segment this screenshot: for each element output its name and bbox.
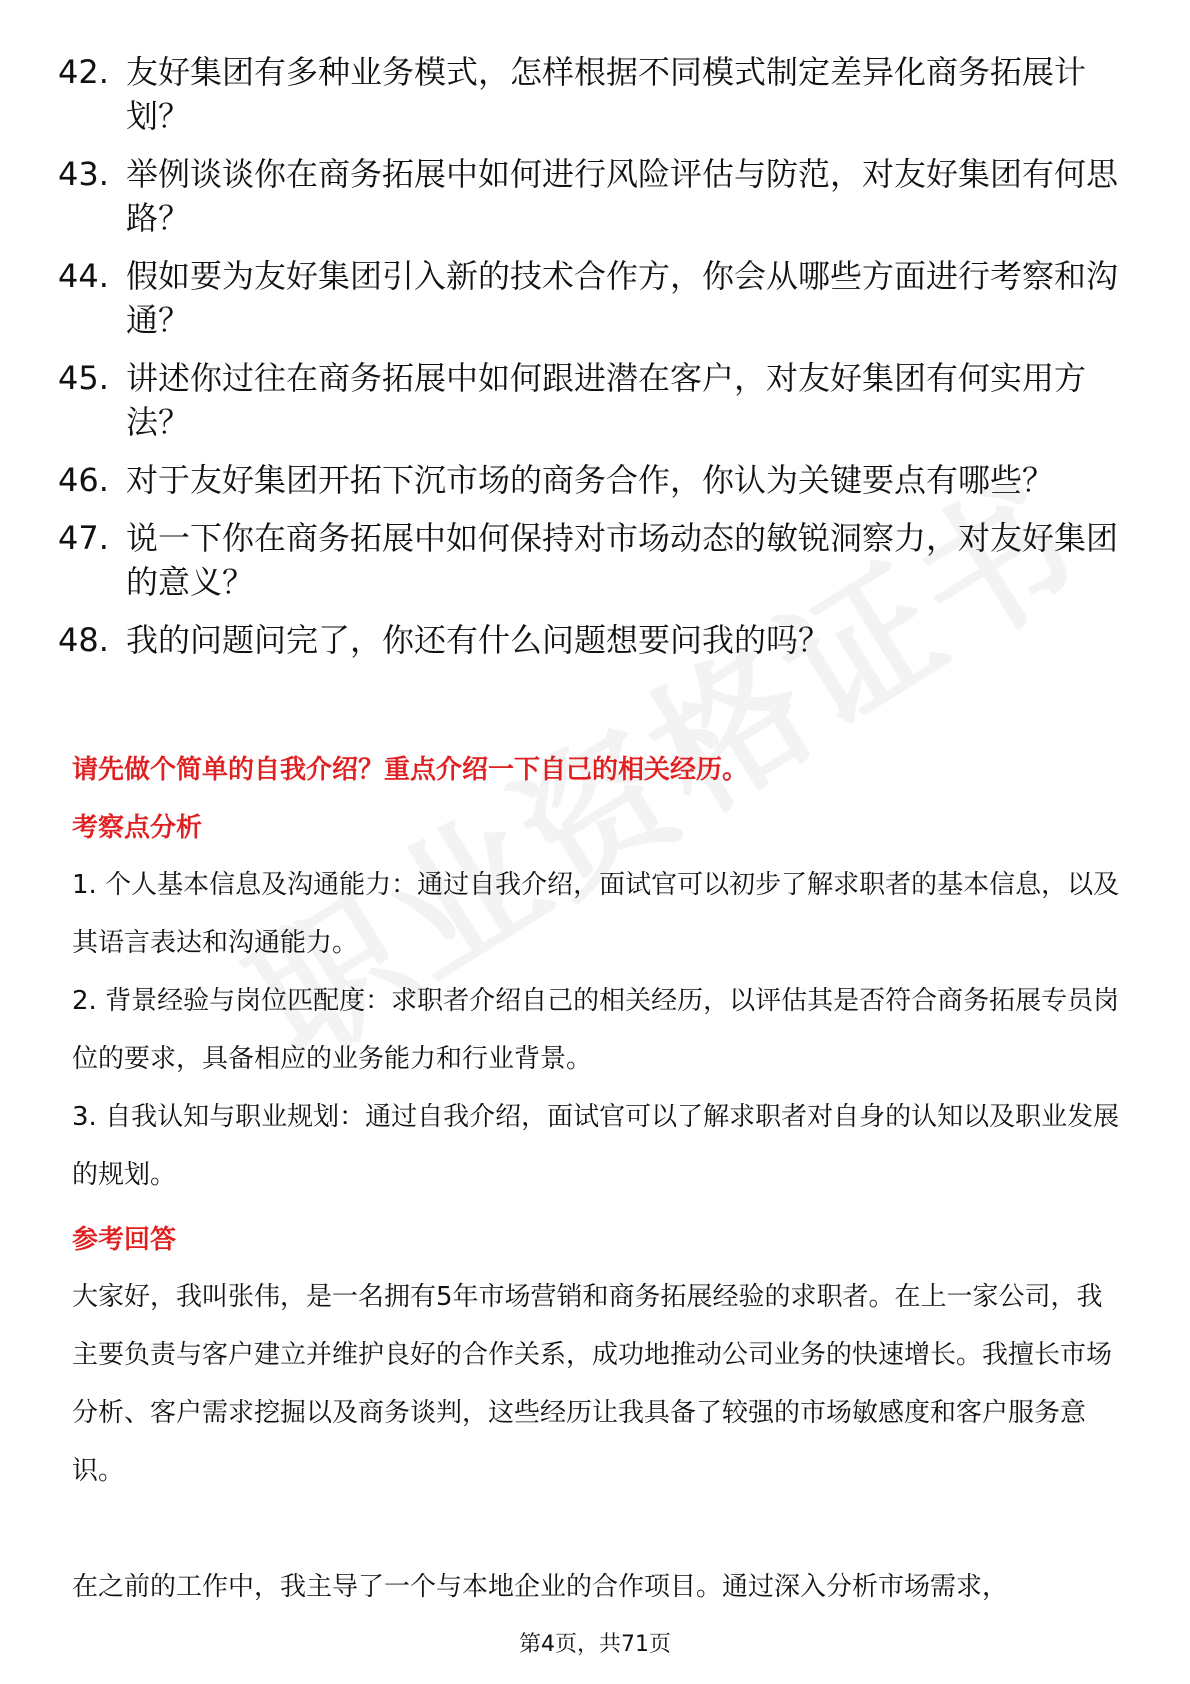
question-number: 48. xyxy=(58,621,109,659)
page-footer: 第4页，共71页 xyxy=(519,1632,671,1657)
question-item xyxy=(58,458,1118,502)
analysis-point: 2. 背景经验与岗位匹配度：求职者介绍自己的相关经历，以评估其是否符合商务拓展专员岗位的要求，具备相应的业务能力和行业背景。 xyxy=(72,986,1120,1074)
question-number: 47. xyxy=(58,519,109,557)
question-item xyxy=(58,152,1118,240)
question-item xyxy=(58,618,1118,662)
question-text: 对于友好集团开拓下沉市场的商务合作，你认为关键要点有哪些？ xyxy=(126,461,1055,499)
answer-paragraph: 在之前的工作中，我主导了一个与本地企业的合作项目。通过深入分析市场需求， xyxy=(72,1572,1009,1602)
question-item xyxy=(58,516,1118,604)
answer-paragraph: 大家好，我叫张伟，是一名拥有5年市场营销和商务拓展经验的求职者。在上一家公司，我主要负责与客户建立并维护良好的合作关系，成功地推动公司业务的快速增长。我擅长市场分析、客户需求挖掘以及商务谈判，这些经历让我具备了较强的市场敏感度和客户服务意识。 xyxy=(72,1282,1113,1486)
question-text: 说一下你在商务拓展中如何保持对市场动态的敏锐洞察力，对友好集团的意义？ xyxy=(126,519,1119,601)
question-text: 假如要为友好集团引入新的技术合作方，你会从哪些方面进行考察和沟通？ xyxy=(126,257,1119,339)
analysis-heading: 考察点分析 xyxy=(72,813,203,843)
answer-heading: 参考回答 xyxy=(72,1225,177,1255)
question-item xyxy=(58,356,1118,444)
analysis-point: 3. 自我认知与职业规划：通过自我介绍，面试官可以了解求职者对自身的认知以及职业发展的规划。 xyxy=(72,1102,1120,1190)
question-text: 举例谈谈你在商务拓展中如何进行风险评估与防范，对友好集团有何思路？ xyxy=(126,155,1119,237)
question-text: 我的问题问完了，你还有什么问题想要问我的吗？ xyxy=(126,621,831,659)
question-item xyxy=(58,254,1118,342)
question-text: 讲述你过往在商务拓展中如何跟进潜在客户，对友好集团有何实用方法？ xyxy=(126,359,1087,441)
question-number: 45. xyxy=(58,359,109,397)
question-number: 44. xyxy=(58,257,109,295)
question-number: 46. xyxy=(58,461,109,499)
question-item xyxy=(58,50,1118,138)
question-number: 43. xyxy=(58,155,109,193)
intro-question: 请先做个简单的自我介绍？重点介绍一下自己的相关经历。 xyxy=(72,755,749,785)
question-text: 友好集团有多种业务模式，怎样根据不同模式制定差异化商务拓展计划？ xyxy=(126,53,1087,135)
question-list xyxy=(58,50,1118,676)
question-number: 42. xyxy=(58,53,109,91)
analysis-point: 1. 个人基本信息及沟通能力：通过自我介绍，面试官可以初步了解求职者的基本信息，以及其语言表达和沟通能力。 xyxy=(72,870,1120,958)
